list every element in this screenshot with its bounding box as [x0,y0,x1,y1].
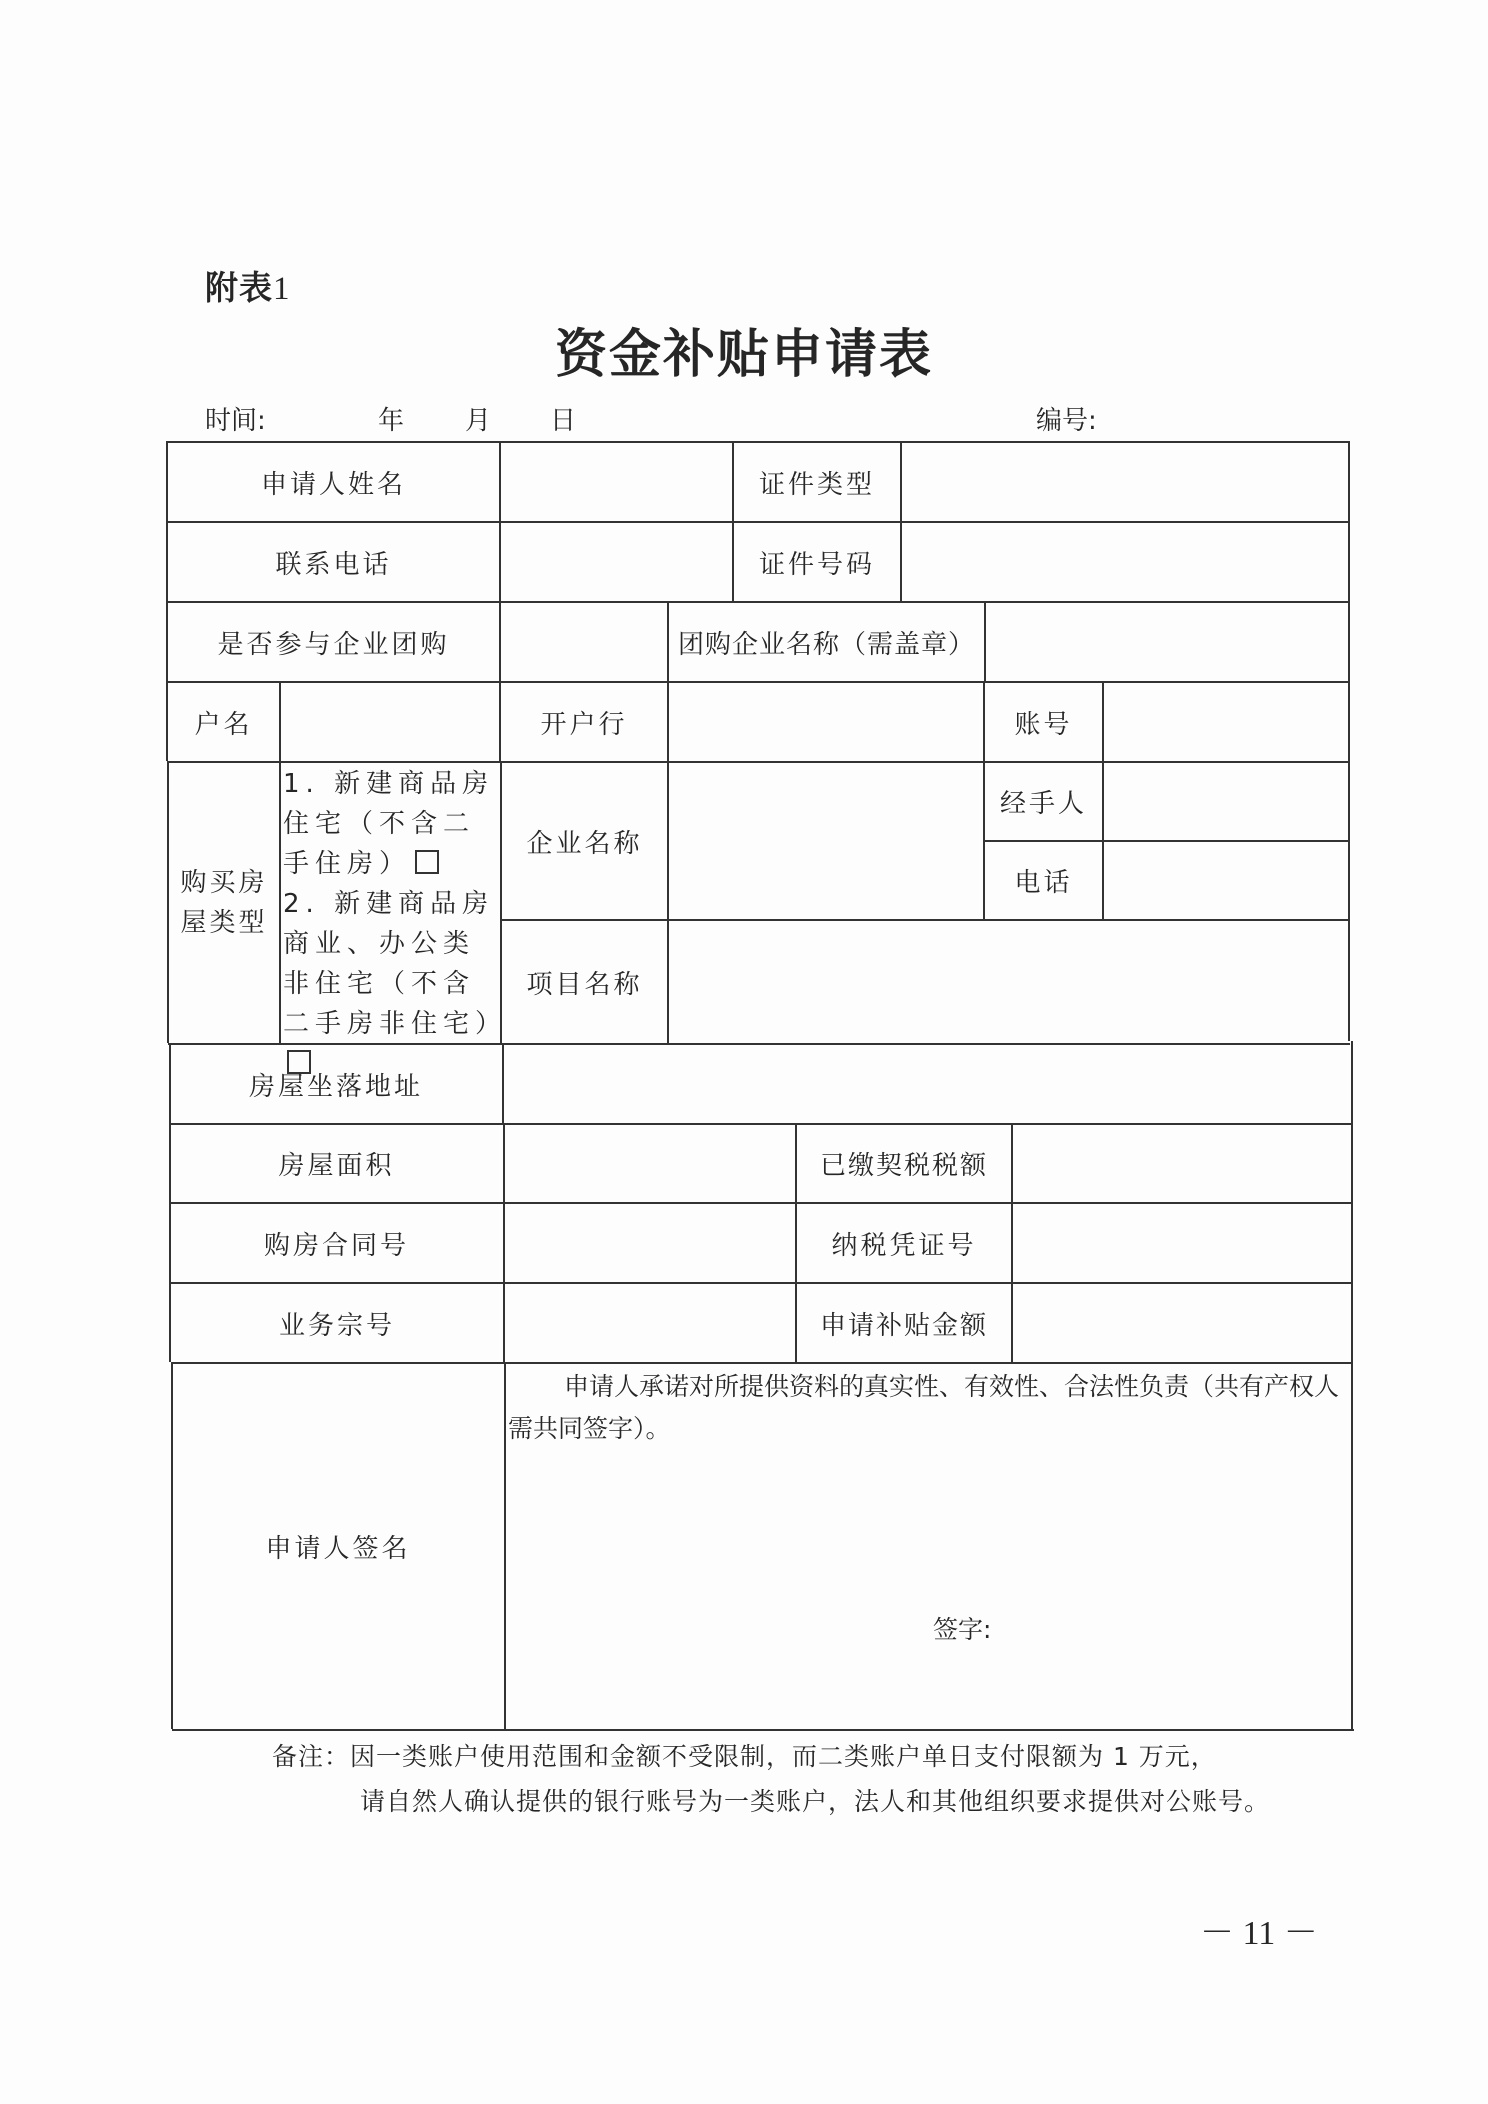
applicant-name-label: 申请人姓名 [260,469,406,500]
contract-number-field[interactable] [505,1204,795,1282]
applicant-name-field[interactable] [501,443,732,521]
purchase-type-options [283,764,508,1084]
page-number: － 11 － [1200,1915,1318,1952]
time-label: 时间: [205,406,266,436]
table-border-right [1351,1041,1353,1729]
purchase-type-label: 购买房屋类型 [180,868,268,938]
account-name-label: 户名 [194,709,253,740]
bank-label: 开户行 [540,709,628,740]
id-number-field[interactable] [902,523,1348,601]
pledge-statement: 申请人承诺对所提供资料的真实性、有效性、合法性负责（共有产权人需共同签字）。 [508,1372,1340,1443]
table-border-right [1348,441,1350,1041]
group-purchase-field[interactable] [501,603,667,681]
option-1-text: 1. 新建商品房住宅（不含二手住房） [283,769,495,879]
page-title: 资金补贴申请表 [554,325,933,385]
note-line-2: 请自然人确认提供的银行账号为一类账户，法人和其他组织要求提供对公账号。 [360,1787,1271,1816]
month-label: 月 [465,406,492,436]
option-2-text: 2. 新建商品房商业、办公类非住宅（不含二手房非住宅） [283,889,508,1039]
id-type-field[interactable] [902,443,1348,521]
handler-label: 经手人 [999,789,1087,819]
group-company-field[interactable] [986,603,1348,681]
house-address-field[interactable] [504,1045,1350,1123]
tax-certificate-field[interactable] [1013,1204,1350,1282]
sign-here-label: 签字: [933,1615,992,1644]
project-name-field[interactable] [669,921,1348,1043]
day-label: 日 [550,406,577,436]
note-line-1: 备注：因一类账户使用范围和金额不受限制，而二类账户单日支付限额为 1 万元， [272,1742,1217,1771]
id-type-label: 证件类型 [758,469,875,500]
handler-phone-field[interactable] [1104,842,1348,919]
contact-phone-label: 联系电话 [275,549,392,580]
contract-number-label: 购房合同号 [263,1230,409,1261]
col-divider [504,1362,506,1729]
annex-text: 附表 [205,268,273,307]
company-name-field[interactable] [669,763,983,919]
purchase-type-option-1[interactable] [283,764,497,884]
business-number-field[interactable] [505,1284,795,1362]
subsidy-amount-field[interactable] [1013,1284,1350,1362]
handler-phone-label: 电话 [1014,868,1073,898]
annex-label [205,262,291,309]
project-name-label: 项目名称 [526,969,643,1000]
handler-field[interactable] [1104,763,1348,840]
house-address-label: 房屋坐落地址 [248,1071,423,1102]
business-number-label: 业务宗号 [278,1310,395,1341]
contact-phone-field[interactable] [501,523,732,601]
bank-field[interactable] [669,683,983,761]
company-name-label: 企业名称 [526,828,643,859]
serial-number-label: 编号: [1036,406,1097,436]
tax-certificate-label: 纳税凭证号 [831,1230,977,1261]
account-number-field[interactable] [1104,683,1348,761]
group-purchase-label: 是否参与企业团购 [217,629,450,660]
annex-number: 1 [273,271,291,307]
table-border-bottom [172,1729,1354,1731]
signature-field[interactable] [1030,1600,1330,1650]
group-company-label: 团购企业名称（需盖章） [677,629,975,660]
house-area-field[interactable] [505,1125,795,1202]
deed-tax-paid-field[interactable] [1013,1125,1350,1202]
account-name-field[interactable] [281,683,499,761]
applicant-signature-label: 申请人签名 [265,1534,411,1564]
col-divider [279,761,281,1043]
account-number-label: 账号 [1014,709,1073,740]
year-label: 年 [378,406,405,436]
checkbox-icon[interactable] [415,850,439,874]
subsidy-amount-label: 申请补贴金额 [819,1310,988,1341]
id-number-label: 证件号码 [758,549,875,580]
house-area-label: 房屋面积 [278,1151,395,1181]
deed-tax-paid-label: 已缴契税税额 [819,1151,988,1181]
